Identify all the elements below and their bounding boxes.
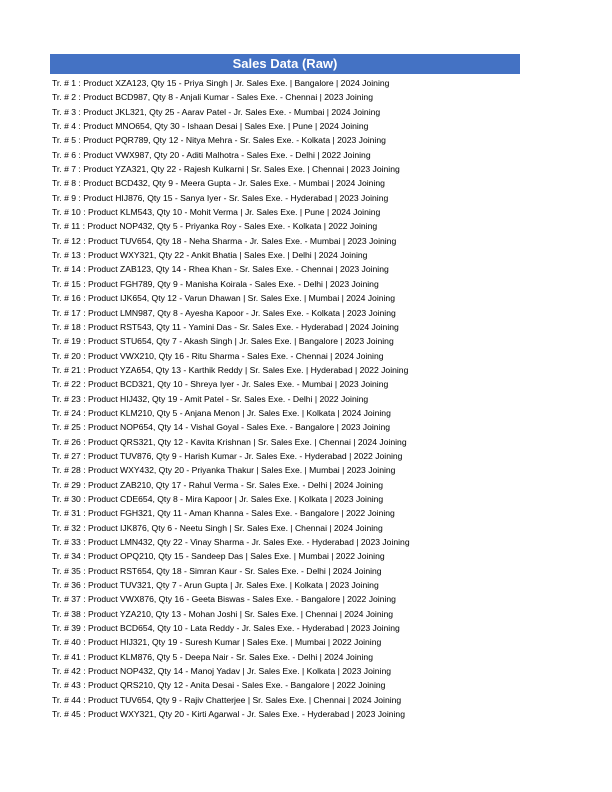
transaction-row: Tr. # 26 : Product QRS321, Qty 12 - Kavita Krishnan | Sr. Sales Exe. | Chennai | 2024 Joining [52, 436, 407, 447]
transaction-row: Tr. # 17 : Product LMN987, Qty 8 - Ayesha Kapoor - Jr. Sales Exe. - Kolkata | 2023 Joining [52, 307, 396, 318]
transaction-row: Tr. # 18 : Product RST543, Qty 11 - Yamini Das - Sr. Sales Exe. - Hyderabad | 2024 Joining [52, 321, 399, 332]
transaction-row: Tr. # 45 : Product WXY321, Qty 20 - Kirti Agarwal - Jr. Sales Exe. - Hyderabad | 2023 Joining [52, 709, 405, 720]
transaction-row: Tr. # 39 : Product BCD654, Qty 10 - Lata Reddy - Jr. Sales Exe. - Hyderabad | 2023 Joining [52, 623, 400, 634]
transaction-row: Tr. # 7 : Product YZA321, Qty 22 - Rajesh Kulkarni | Sr. Sales Exe. | Chennai | 2023 Joining [52, 164, 400, 175]
transaction-row: Tr. # 35 : Product RST654, Qty 18 - Simran Kaur - Sr. Sales Exe. - Delhi | 2024 Joining [52, 565, 382, 576]
transaction-row: Tr. # 27 : Product TUV876, Qty 9 - Harish Kumar - Jr. Sales Exe. - Hyderabad | 2022 Joining [52, 450, 403, 461]
sales-data-sheet [50, 54, 520, 721]
transaction-row: Tr. # 5 : Product PQR789, Qty 12 - Nitya Mehra - Sr. Sales Exe. - Kolkata | 2023 Joining [52, 135, 386, 146]
transaction-row: Tr. # 20 : Product VWX210, Qty 16 - Ritu Sharma - Sales Exe. - Chennai | 2024 Joining [52, 350, 384, 361]
transaction-row: Tr. # 12 : Product TUV654, Qty 18 - Neha Sharma - Jr. Sales Exe. - Mumbai | 2023 Joining [52, 235, 397, 246]
transaction-row: Tr. # 36 : Product TUV321, Qty 7 - Arun Gupta | Jr. Sales Exe. | Kolkata | 2023 Joining [52, 580, 379, 591]
transaction-row: Tr. # 41 : Product KLM876, Qty 5 - Deepa Nair - Sr. Sales Exe. - Delhi | 2024 Joining [52, 651, 373, 662]
transaction-row: Tr. # 3 : Product JKL321, Qty 25 - Aarav Patel - Jr. Sales Exe. - Mumbai | 2024 Joining [52, 106, 381, 117]
transaction-row: Tr. # 44 : Product TUV654, Qty 9 - Rajiv Chatterjee | Sr. Sales Exe. | Chennai | 2024 Joining [52, 694, 402, 705]
transaction-row: Tr. # 9 : Product HIJ876, Qty 15 - Sanya Iyer - Sr. Sales Exe. - Hyderabad | 2023 Joining [52, 192, 389, 203]
transaction-row: Tr. # 6 : Product VWX987, Qty 20 - Aditi Malhotra - Sales Exe. - Delhi | 2022 Joining [52, 149, 371, 160]
transaction-row: Tr. # 13 : Product WXY321, Qty 22 - Ankit Bhatia | Sales Exe. | Delhi | 2024 Joining [52, 250, 368, 261]
sheet-title-header: Sales Data (Raw) [50, 54, 520, 74]
transaction-row: Tr. # 2 : Product BCD987, Qty 8 - Anjali Kumar - Sales Exe. - Chennai | 2023 Joining [52, 92, 373, 103]
transaction-row: Tr. # 19 : Product STU654, Qty 7 - Akash Singh | Jr. Sales Exe. | Bangalore | 2023 Joining [52, 336, 394, 347]
transaction-row: Tr. # 10 : Product KLM543, Qty 10 - Mohit Verma | Jr. Sales Exe. | Pune | 2024 Joining [52, 207, 381, 218]
transaction-row: Tr. # 4 : Product MNO654, Qty 30 - Ishaan Desai | Sales Exe. | Pune | 2024 Joining [52, 121, 369, 132]
transaction-row: Tr. # 23 : Product HIJ432, Qty 19 - Amit Patel - Sr. Sales Exe. - Delhi | 2022 Joining [52, 393, 369, 404]
transaction-row: Tr. # 29 : Product ZAB210, Qty 17 - Rahul Verma - Sr. Sales Exe. - Delhi | 2024 Joining [52, 479, 384, 490]
transaction-row: Tr. # 22 : Product BCD321, Qty 10 - Shreya Iyer - Jr. Sales Exe. - Mumbai | 2023 Joining [52, 379, 389, 390]
transaction-row: Tr. # 33 : Product LMN432, Qty 22 - Vinay Sharma - Jr. Sales Exe. - Hyderabad | 2023 Joining [52, 537, 410, 547]
transaction-row: Tr. # 24 : Product KLM210, Qty 5 - Anjana Menon | Jr. Sales Exe. | Kolkata | 2024 Joining [52, 407, 391, 418]
transaction-row: Tr. # 38 : Product YZA210, Qty 13 - Mohan Joshi | Sr. Sales Exe. | Chennai | 2024 Joining [52, 608, 394, 619]
transaction-row: Tr. # 30 : Product CDE654, Qty 8 - Mira Kapoor | Jr. Sales Exe. | Kolkata | 2023 Joining [52, 493, 384, 504]
transaction-list [50, 76, 520, 721]
transaction-row: Tr. # 16 : Product IJK654, Qty 12 - Varun Dhawan | Sr. Sales Exe. | Mumbai | 2024 Joining [52, 293, 395, 304]
transaction-row: Tr. # 28 : Product WXY432, Qty 20 - Priyanka Thakur | Sales Exe. | Mumbai | 2023 Joining [52, 465, 396, 476]
transaction-row: Tr. # 31 : Product FGH321, Qty 11 - Aman Khanna - Sales Exe. - Bangalore | 2022 Joining [52, 508, 395, 519]
transaction-row: Tr. # 42 : Product NOP432, Qty 14 - Manoj Yadav | Jr. Sales Exe. | Kolkata | 2023 Joining [52, 666, 392, 677]
transaction-row: Tr. # 15 : Product FGH789, Qty 9 - Manisha Koirala - Sales Exe. - Delhi | 2023 Joining [52, 278, 379, 289]
transaction-row: Tr. # 43 : Product QRS210, Qty 12 - Anita Desai - Sales Exe. - Bangalore | 2022 Joining [52, 680, 386, 691]
transaction-row: Tr. # 40 : Product HIJ321, Qty 19 - Suresh Kumar | Sales Exe. | Mumbai | 2022 Joining [52, 637, 382, 648]
transaction-row: Tr. # 1 : Product XZA123, Qty 15 - Priya Singh | Jr. Sales Exe. | Bangalore | 2024 Joining [52, 78, 390, 88]
transaction-row: Tr. # 14 : Product ZAB123, Qty 14 - Rhea Khan - Sr. Sales Exe. - Chennai | 2023 Joining [52, 264, 389, 275]
transaction-row: Tr. # 11 : Product NOP432, Qty 5 - Priyanka Roy - Sales Exe. - Kolkata | 2022 Joining [52, 221, 378, 232]
transaction-row: Tr. # 34 : Product OPQ210, Qty 15 - Sandeep Das | Sales Exe. | Mumbai | 2022 Joining [52, 551, 385, 562]
transaction-row: Tr. # 8 : Product BCD432, Qty 9 - Meera Gupta - Jr. Sales Exe. - Mumbai | 2024 Joining [52, 178, 385, 189]
transaction-row: Tr. # 21 : Product YZA654, Qty 13 - Karthik Reddy | Sr. Sales Exe. | Hyderabad | 2022 Joining [52, 364, 409, 375]
transaction-row: Tr. # 32 : Product IJK876, Qty 6 - Neetu Singh | Sr. Sales Exe. | Chennai | 2024 Joining [52, 522, 383, 533]
transaction-row: Tr. # 25 : Product NOP654, Qty 14 - Vishal Goyal - Sales Exe. - Bangalore | 2023 Joining [52, 422, 391, 433]
transaction-row: Tr. # 37 : Product VWX876, Qty 16 - Geeta Biswas - Sales Exe. - Bangalore | 2022 Joining [52, 594, 396, 605]
